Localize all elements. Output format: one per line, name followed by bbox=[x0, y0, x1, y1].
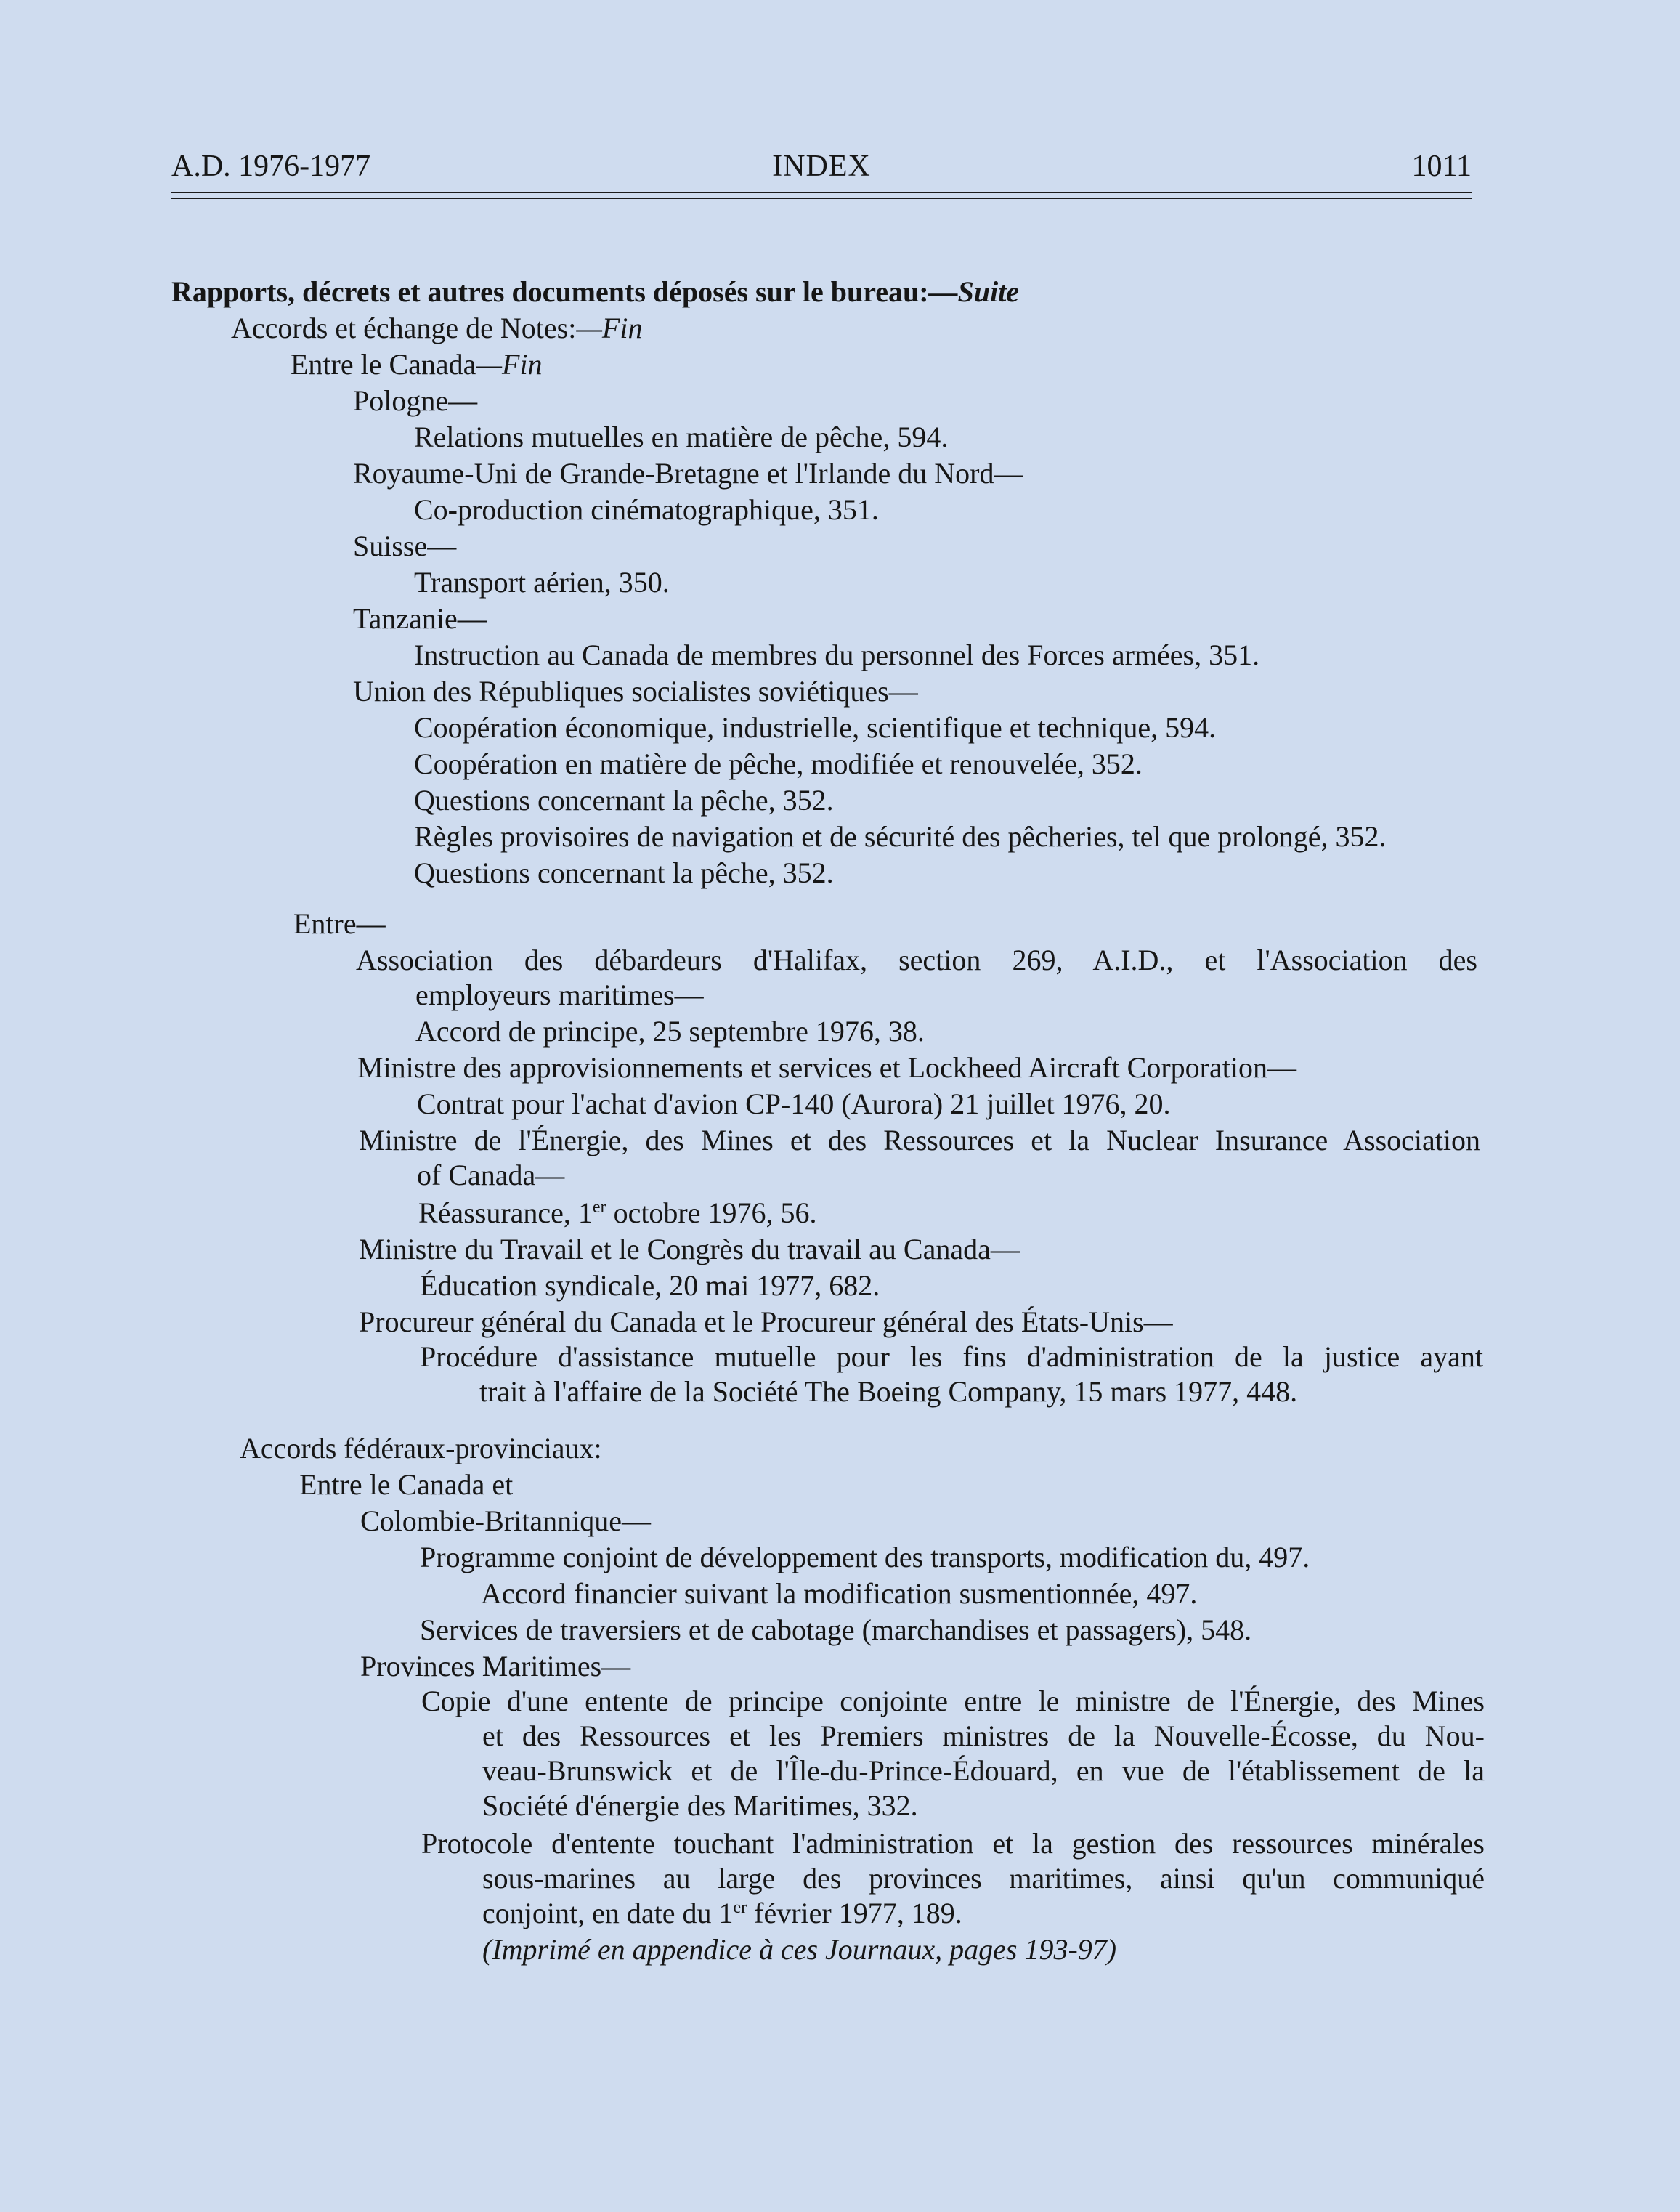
index-entry-level3: Colombie-Britannique— bbox=[360, 1504, 651, 1537]
index-entry-level4: Copie d'une entente de principe conjointe entre le ministre de l'Énergie, des Mines bbox=[421, 1685, 1485, 1717]
index-entry-level4: Questions concernant la pêche, 352. bbox=[414, 856, 834, 889]
index-entry-level3: Suisse— bbox=[353, 530, 457, 562]
index-entry-level1: Accords et échange de Notes:—Fin bbox=[231, 312, 643, 344]
index-entry-level3: Union des Républiques socialistes soviétiques— bbox=[353, 675, 918, 708]
index-entry-continuation: trait à l'affaire de la Société The Boeing Company, 15 mars 1977, 448. bbox=[479, 1375, 1298, 1408]
index-entry-continuation: sous-marines au large des provinces maritimes, ainsi qu'un communiqué bbox=[482, 1862, 1485, 1895]
index-entry-level4: Contrat pour l'achat d'avion CP-140 (Aurora) 21 juillet 1976, 20. bbox=[417, 1087, 1171, 1120]
index-entry-level4: Accord de principe, 25 septembre 1976, 38. bbox=[415, 1015, 925, 1048]
index-entry-level3: Ministre des approvisionnements et services et Lockheed Aircraft Corporation— bbox=[357, 1051, 1296, 1084]
index-entry-level4: Questions concernant la pêche, 352. bbox=[414, 784, 834, 817]
header-title: INDEX bbox=[772, 150, 871, 183]
index-entry-level4: Services de traversiers et de cabotage (marchandises et passagers), 548. bbox=[420, 1613, 1252, 1646]
index-entry-level3: Ministre de l'Énergie, des Mines et des Ressources et la Nuclear Insurance Association bbox=[359, 1124, 1480, 1156]
header-years: A.D. 1976-1977 bbox=[171, 150, 371, 183]
index-entry-level2: Entre le Canada et bbox=[299, 1468, 514, 1501]
index-entry-continuation: of Canada— bbox=[417, 1159, 565, 1191]
index-entry-level4: Procédure d'assistance mutuelle pour les fins d'administration de la justice ayant bbox=[420, 1340, 1483, 1373]
page-number: 1011 bbox=[1411, 150, 1472, 183]
index-entry-level4: Réassurance, 1er octobre 1976, 56. bbox=[418, 1196, 817, 1229]
index-entry-level4: Éducation syndicale, 20 mai 1977, 682. bbox=[420, 1269, 880, 1302]
index-entry-continuation: employeurs maritimes— bbox=[415, 979, 704, 1011]
index-entry-level4: Instruction au Canada de membres du personnel des Forces armées, 351. bbox=[414, 639, 1260, 671]
index-entry-continuation: conjoint, en date du 1er février 1977, 189. bbox=[482, 1897, 962, 1929]
index-entry-continuation: veau-Brunswick et de l'Île-du-Prince-Édouard, en vue de l'établissement de la bbox=[482, 1754, 1485, 1787]
index-entry-continuation: Société d'énergie des Maritimes, 332. bbox=[482, 1789, 918, 1822]
index-entry-level2: Entre— bbox=[293, 907, 386, 940]
index-entry-level3: Tanzanie— bbox=[353, 602, 487, 635]
index-entry-level2: Entre le Canada—Fin bbox=[291, 348, 543, 381]
index-entry-continuation: et des Ressources et les Premiers ministres de la Nouvelle-Écosse, du Nou- bbox=[482, 1719, 1485, 1752]
header-rule-top bbox=[171, 192, 1472, 193]
index-entry-level4: Protocole d'entente touchant l'administration et la gestion des ressources minérales bbox=[421, 1827, 1485, 1860]
index-entry-level4: Coopération en matière de pêche, modifiée et renouvelée, 352. bbox=[414, 748, 1143, 780]
index-entry-level1: Accords fédéraux-provinciaux: bbox=[240, 1432, 602, 1464]
index-entry-level3: Procureur général du Canada et le Procureur général des États-Unis— bbox=[359, 1305, 1173, 1338]
index-entry-level3: Association des débardeurs d'Halifax, section 269, A.I.D., et l'Association des bbox=[356, 944, 1477, 976]
index-entry-level4: Transport aérien, 350. bbox=[414, 566, 670, 599]
index-entry-level4: Coopération économique, industrielle, scientifique et technique, 594. bbox=[414, 711, 1217, 744]
appendix-note: (Imprimé en appendice à ces Journaux, pages 193-97) bbox=[482, 1933, 1117, 1966]
index-entry-level4: Programme conjoint de développement des transports, modification du, 497. bbox=[420, 1541, 1310, 1573]
index-entry-level5: Accord financier suivant la modification susmentionnée, 497. bbox=[481, 1577, 1198, 1610]
index-entry-level4: Co-production cinématographique, 351. bbox=[414, 493, 879, 526]
page-header bbox=[171, 142, 1472, 190]
index-entry-level4: Relations mutuelles en matière de pêche, 594. bbox=[414, 421, 949, 453]
index-entry-level3: Royaume-Uni de Grande-Bretagne et l'Irlande du Nord— bbox=[353, 457, 1023, 490]
index-entry-level3: Pologne— bbox=[353, 384, 478, 417]
header-rule-bottom bbox=[171, 198, 1472, 199]
index-heading: Rapports, décrets et autres documents déposés sur le bureau:—Suite bbox=[171, 275, 1020, 308]
index-entry-level4: Règles provisoires de navigation et de sécurité des pêcheries, tel que prolongé, 352. bbox=[414, 820, 1387, 853]
index-entry-level3: Ministre du Travail et le Congrès du travail au Canada— bbox=[359, 1233, 1020, 1265]
index-entry-level3: Provinces Maritimes— bbox=[360, 1650, 631, 1682]
